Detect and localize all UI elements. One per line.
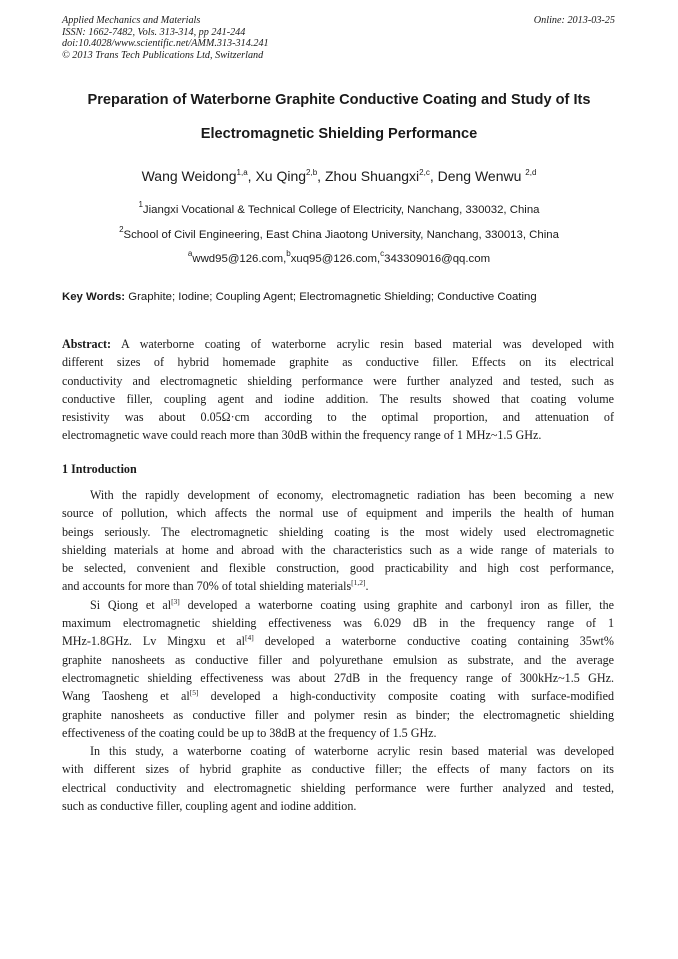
journal-name: Applied Mechanics and Materials — [62, 15, 201, 26]
author-name: Wang Weidong — [141, 168, 237, 184]
keywords-text: Graphite; Iodine; Coupling Agent; Electromagnetic Shielding; Conductive Coating — [125, 291, 537, 303]
email-address: 343309016@qq.com — [384, 253, 491, 265]
section-heading-introduction: 1 Introduction — [62, 462, 137, 476]
citation: [1,2] — [351, 578, 366, 588]
body-line: Si Qiong et al[3] developed a waterborne coating using graphite and carbonyl iron as filler, the — [90, 596, 614, 612]
email-address: xuq95@126.com, — [290, 253, 381, 265]
body-line: maximum electromagnetic shielding effectiveness was 6.029 dB in the frequency range of 1 — [62, 616, 614, 631]
email-mark: b — [286, 249, 291, 258]
author-separator: , — [317, 168, 325, 184]
body-line: electromagnetic shielding effectiveness was about 27dB in the frequency range of 300kHz~1.5 GHz. — [62, 670, 614, 685]
affiliation-1 — [40, 200, 638, 216]
affiliation-text: School of Civil Engineering, East China Jiaotong University, Nanchang, 330013, China — [123, 229, 559, 241]
author-separator: , — [429, 168, 438, 184]
issn-line: ISSN: 1662-7482, Vols. 313-314, pp 241-244 — [62, 26, 246, 38]
author-separator: , — [247, 168, 256, 184]
abstract-line: resistivity was about 0.05Ω·cm according to the optimal proportion, and attenuation of — [62, 410, 614, 425]
author-affiliation-mark: 2,b — [306, 168, 318, 177]
body-line: graphite nanosheets as conductive filler and polymer resin as binder; the electromagnetic shielding — [62, 707, 614, 722]
body-line: Wang Taosheng et al[5] developed a high-conductivity composite coating with surface-modified — [62, 688, 615, 704]
author-name: Zhou Shuangxi — [324, 168, 420, 184]
abstract-line: electromagnetic wave could reach more than 30dB within the frequency range of 1 MHz~1.5 GHz. — [62, 428, 542, 443]
affiliation-2 — [40, 225, 638, 241]
email-address: wwd95@126.com, — [192, 253, 287, 265]
body-line: shielding materials at home and abroad with the characteristics such as a wide range of materials to — [62, 542, 614, 557]
affiliation-text: Jiangxi Vocational & Technical College of Electricity, Nanchang, 330032, China — [142, 204, 540, 216]
email-list — [40, 249, 638, 265]
email-mark: c — [380, 249, 385, 258]
citation: [5] — [189, 688, 199, 698]
paper-title-line-1: Preparation of Waterborne Graphite Conductive Coating and Study of Its — [87, 92, 591, 108]
body-line: graphite nanosheets as conductive filler and polyurethane emulsion as substrate, and the average — [62, 652, 614, 667]
author-affiliation-mark: 2,d — [525, 168, 537, 177]
author-affiliation-mark: 1,a — [236, 168, 248, 177]
body-line: with different sizes of hybrid graphite as conductive filler; the effects of many factors on its — [62, 762, 614, 777]
body-line: effectiveness of the coating could be up to 38dB at the frequency of 1.5 GHz. — [62, 725, 437, 740]
author-name: Deng Wenwu — [437, 168, 526, 184]
abstract-label: Abstract: — [62, 337, 112, 351]
online-date: Online: 2013-03-25 — [533, 15, 615, 26]
body-line: In this study, a waterborne coating of waterborne acrylic resin based material was developed — [90, 744, 614, 759]
citation: [3] — [171, 596, 180, 606]
body-line: With the rapidly development of economy, electromagnetic radiation has been becoming a new — [90, 488, 614, 502]
introduction-body — [62, 486, 614, 815]
abstract — [62, 335, 614, 445]
abstract-line: different sizes of hybrid homemade graphite as conductive filler. Effects on its electrical — [62, 355, 614, 370]
citation: [4] — [244, 633, 254, 643]
abstract-line: conductivity and electromagnetic shielding performance were further analyzed and tested, such as — [62, 373, 614, 388]
paper-title-line-2: Electromagnetic Shielding Performance — [200, 126, 478, 142]
journal-header — [62, 15, 269, 61]
body-line: and accounts for more than 70% of total shielding materials[1,2]. — [62, 578, 369, 594]
body-line: beings seriously. The electromagnetic shielding coating is the most widely used electromagnetic — [62, 524, 614, 539]
body-line: source of pollution, which affects the normal use of equipment and imperils the health of human — [62, 506, 614, 521]
email-mark: a — [187, 249, 193, 258]
body-line: MHz-1.8GHz. Lv Mingxu et al[4] developed a waterborne conductive coating containing 35wt% — [62, 633, 614, 649]
copyright-line: © 2013 Trans Tech Publications Ltd, Switzerland — [62, 49, 264, 61]
affiliation-mark: 2 — [119, 225, 124, 234]
body-line: electrical conductivity and electromagnetic shielding performance were further analyzed and tested, — [62, 780, 614, 795]
abstract-line: conductive filler, coupling agent and iodine addition. The results showed that coating volume — [62, 391, 614, 406]
body-line: such as conductive filler, coupling agent and iodine addition. — [62, 799, 357, 814]
keywords-label: Key Words: — [62, 291, 126, 303]
author-affiliation-mark: 2,c — [419, 168, 430, 177]
doi-line: doi:10.4028/www.scientific.net/AMM.313-314.241 — [62, 38, 269, 50]
body-line: be selected, convenient and flexible construction, good practicability and high cost performance, — [62, 561, 614, 576]
keywords — [62, 291, 618, 303]
affiliation-mark: 1 — [138, 200, 143, 209]
author-list — [40, 168, 638, 184]
author-name: Xu Qing — [255, 168, 307, 184]
abstract-line: Abstract: A waterborne coating of waterborne acrylic resin based material was developed with — [62, 337, 614, 351]
